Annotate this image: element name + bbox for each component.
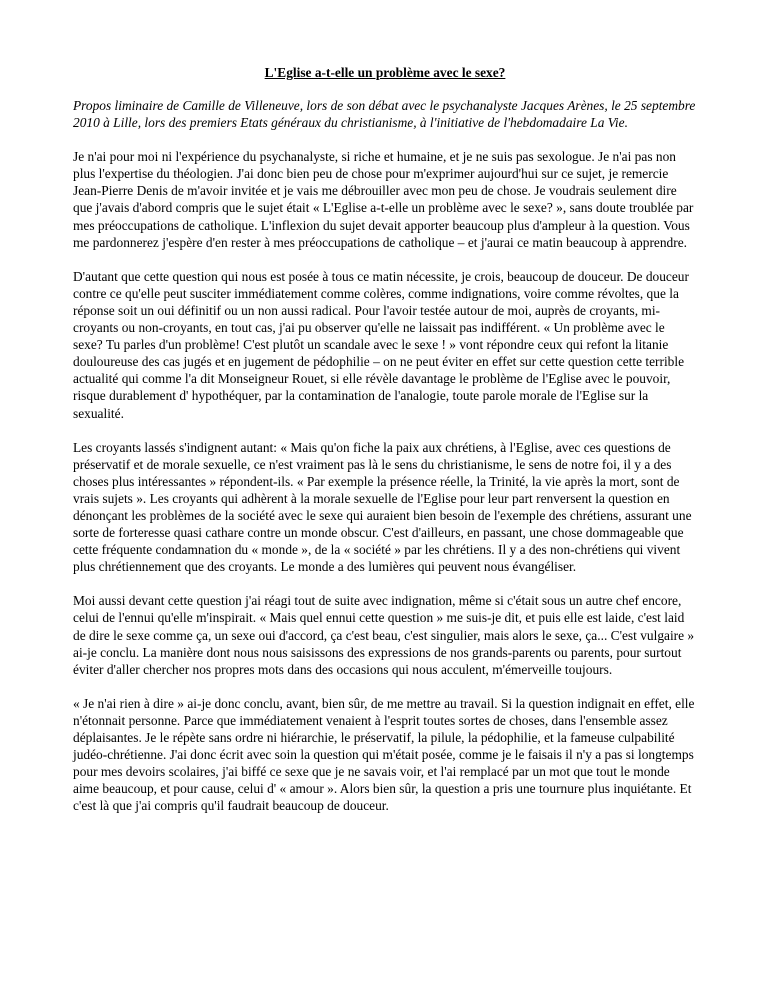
document-page <box>73 64 697 831</box>
intro-paragraph: Propos liminaire de Camille de Villeneuve, lors de son débat avec le psychanalyste Jacques Arènes, le 25 septembre 2010 à Lille, lors des premiers Etats généraux du christianisme, à l'initiative de l'hebdomadaire La Vie. <box>73 98 696 131</box>
body-paragraph-1: Je n'ai pour moi ni l'expérience du psychanalyste, si riche et humaine, et je ne suis pas sexologue. Je n'ai pas non plus l'expertise du théologien. J'ai donc bien peu de chose pour m'exprimer aujourd'hui sur ce sujet, je remercie Jean-Pierre Denis de m'avoir invitée et je vais me débrouiller avec mon peu de chose. Je voudrais seulement dire que j'avais d'abord compris que le sujet était « L'Eglise a-t-elle un problème avec le sexe? », sans doute troublée par mes préoccupations de catholique. L'inflexion du sujet devait apporter beaucoup plus d'ampleur à la question. Vous me pardonnerez j'espère d'en rester à mes préoccupations de catholique – et j'aurai ce matin beaucoup à apprendre. <box>73 149 694 250</box>
body-paragraph-3: Les croyants lassés s'indignent autant: « Mais qu'on fiche la paix aux chrétiens, à l'Eglise, avec ces questions de préservatif et de morale sexuelle, ce n'est vraiment pas là le sens du christianisme, le sens de notre foi, il y a des choses plus intéressantes » répondent-ils. « Par exemple la présence réelle, la Trinité, la vie après la mort, sont de vrais sujets ». Les croyants qui adhèrent à la morale sexuelle de l'Eglise pour leur part renversent la question en dénonçant les problèmes de la société avec le sexe qui auraient bien besoin de l'exemple des chrétiens, assurant une sorte de forteresse quasi cathare contre un monde obscur. C'est d'ailleurs, en passant, une chose dommageable que cette fréquente condamnation du « monde », de la « société » par les chrétiens. Il y a des non-chrétiens qui vivent plus chrétiennement que des croyants. Le monde a des lumières qui peuvent nous évangéliser. <box>73 439 692 575</box>
body-paragraph-4: Moi aussi devant cette question j'ai réagi tout de suite avec indignation, même si c'était sous un autre chef encore, celui de l'ennui qu'elle m'inspirait. « Mais quel ennui cette question » me suis-je dit, et puis elle est laide, c'est laid de dire le sexe comme ça, un sexe oui d'accord, ça c'est beau, c'est singulier, mais alors le sexe, ça... C'est vulgaire » ai-je conclu. La manière dont nous nous saisissons des expressions de nos grands-parents ou parents, pour surtout éviter d'aller chercher nos propres mots dans des occasions qui nous acculent, m'émerveille toujours. <box>73 593 695 677</box>
body-paragraph-2: D'autant que cette question qui nous est posée à tous ce matin nécessite, je crois, beaucoup de douceur. De douceur contre ce qu'elle peut susciter immédiatement comme colères, comme indignations, voire comme révoltes, que la réponse soit un oui définitif ou un non aussi radical. Pour l'avoir testée autour de moi, auprès de croyants, mi-croyants ou non-croyants, en tout cas, j'ai pu observer qu'elle ne laissait pas indifférent. « Un problème avec le sexe? Tu parles d'un problème! C'est plutôt un scandale avec le sexe ! » vont répondre ceux qui refont la litanie douloureuse des cas jugés et en jugement de pédophilie – on ne peut éviter en effet sur cette question cette terrible actualité qui comme l'a dit Monseigneur Rouet, si elle révèle davantage le problème de l'Eglise avec le pouvoir, risque durablement d' hypothéquer, par la contamination de l'analogie, toute parole morale de l'Eglise sur la sexualité. <box>73 268 689 421</box>
body-paragraph-5: « Je n'ai rien à dire » ai-je donc conclu, avant, bien sûr, de me mettre au travail. Si la question indignait en effet, elle n'étonnait personne. Parce que immédiatement venaient à l'esprit toutes sortes de choses, dans l'ensemble assez déplaisantes. Je le répète sans ordre ni hiérarchie, le préservatif, la pilule, la pédophilie, et la fameuse culpabilité judéo-chrétienne. J'ai donc écrit avec soin la question qui m'était posée, comme je le faisais il n'y a pas si longtemps pour mes devoirs scolaires, j'ai biffé ce sexe que je ne savais voir, et l'ai remplacé par un mot que tout le monde aime beaucoup, et pour cause, celui d' « amour ». Alors bien sûr, la question a pris une tournure plus inquiétante. Et c'est là que j'ai compris qu'il faudrait beaucoup de douceur. <box>73 695 695 814</box>
document-title: L'Eglise a-t-elle un problème avec le sexe? <box>264 65 506 80</box>
